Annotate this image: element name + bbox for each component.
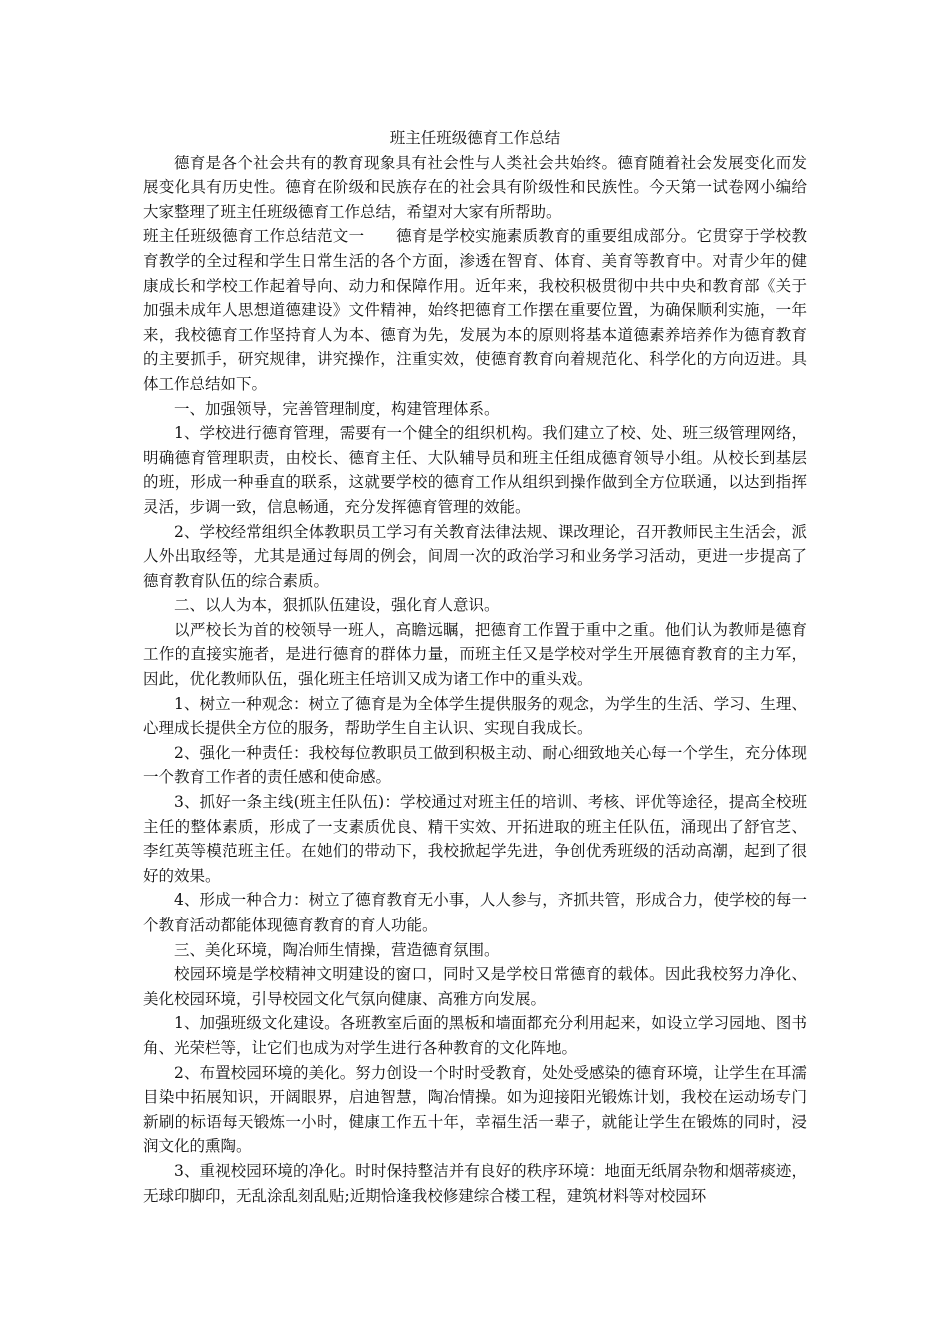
document-page [143, 126, 807, 1208]
paragraph: 1、加强班级文化建设。各班教室后面的黑板和墙面都充分利用起来，如设立学习园地、图书角、光荣栏等，让它们也成为对学生进行各种教育的文化阵地。 [143, 1014, 807, 1057]
paragraph: 2、布置校园环境的美化。努力创设一个时时受教育，处处受感染的德育环境，让学生在耳濡目染中拓展知识，开阔眼界，启迪智慧，陶冶情操。如为迎接阳光锻炼计划，我校在运动场专门新刷的标语每天锻炼一小时，健康工作五十年，幸福生活一辈子，就能让学生在锻炼的同时，浸润文化的熏陶。 [143, 1063, 807, 1156]
paragraph: 1、学校进行德育管理，需要有一个健全的组织机构。我们建立了校、处、班三级管理网络，明确德育管理职责，由校长、德育主任、大队辅导员和班主任组成德育领导小组。从校长到基层的班，形成一种垂直的联系，这就要学校的德育工作从组织到操作做到全方位联通，以达到指挥灵活，步调一致，信息畅通，充分发挥德育管理的效能。 [143, 424, 807, 516]
paragraph: 4、形成一种合力：树立了德育教育无小事，人人参与，齐抓共管，形成合力，使学校的每一个教育活动都能体现德育教育的育人功能。 [143, 891, 807, 934]
section-heading: 一、加强领导，完善管理制度，构建管理体系。 [174, 399, 500, 418]
paragraph: 以严校长为首的校领导一班人，高瞻远瞩，把德育工作置于重中之重。他们认为教师是德育工作的直接实施者，是进行德育的群体力量，而班主任又是学校对学生开展德育教育的主力军，因此，优化教师队伍，强化班主任培训又成为诸工作中的重头戏。 [143, 620, 807, 689]
paragraph: 班主任班级德育工作总结范文一 德育是学校实施素质教育的重要组成部分。它贯穿于学校教育教学的全过程和学生日常生活的各个方面，渗透在智育、体育、美育等教育中。对青少年的健康成长和学校工作起着导向、动力和保障作用。近年来，我校积极贯彻中共中央和教育部《关于加强未成年人思想道德建设》文件精神，始终把德育工作摆在重要位置，为确保顺利实施，一年来，我校德育工作坚持育人为本、德育为先，发展为本的原则将基本道德素养培养作为德育教育的主要抓手，研究规律，讲究操作，注重实效，使德育教育向着规范化、科学化的方向迈进。具体工作总结如下。 [143, 227, 807, 393]
paragraph: 3、重视校园环境的净化。时时保持整洁并有良好的秩序环境：地面无纸屑杂物和烟蒂痰迹，无球印脚印，无乱涂乱刻乱贴;近期恰逢我校修建综合楼工程，建筑材料等对校园环 [143, 1161, 807, 1205]
paragraph: 1、树立一种观念：树立了德育是为全体学生提供服务的观念，为学生的生活、学习、生理、心理成长提供全方位的服务，帮助学生自主认识、实现自我成长。 [143, 694, 807, 738]
paragraph: 2、学校经常组织全体教职员工学习有关教育法律法规、课改理论，召开教师民主生活会，派人外出取经等，尤其是通过每周的例会，间周一次的政治学习和业务学习活动，更进一步提高了德育教育队伍的综合素质。 [143, 522, 807, 590]
section-heading: 三、美化环境，陶冶师生情操，营造德育氛围。 [174, 940, 500, 959]
paragraph: 3、抓好一条主线(班主任队伍)：学校通过对班主任的培训、考核、评优等途径，提高全校班主任的整体素质，形成了一支素质优良、精干实效、开拓进取的班主任队伍，涌现出了舒官芝、李红英等模范班主任。在她们的带动下，我校掀起学先进，争创优秀班级的活动高潮，起到了很好的效果。 [143, 793, 807, 885]
paragraph: 2、强化一种责任：我校每位教职员工做到积极主动、耐心细致地关心每一个学生，充分体现一个教育工作者的责任感和使命感。 [143, 743, 807, 787]
paragraph: 德育是各个社会共有的教育现象具有社会性与人类社会共始终。德育随着社会发展变化而发展变化具有历史性。德育在阶级和民族存在的社会具有阶级性和民族性。今天第一试卷网小编给大家整理了班主任班级德育工作总结，希望对大家有所帮助。 [143, 153, 807, 221]
document-title: 班主任班级德育工作总结 [389, 129, 561, 147]
section-heading: 二、以人为本，狠抓队伍建设，强化育人意识。 [174, 596, 500, 615]
paragraph: 校园环境是学校精神文明建设的窗口，同时又是学校日常德育的载体。因此我校努力净化、美化校园环境，引导校园文化气氛向健康、高雅方向发展。 [143, 965, 807, 1008]
